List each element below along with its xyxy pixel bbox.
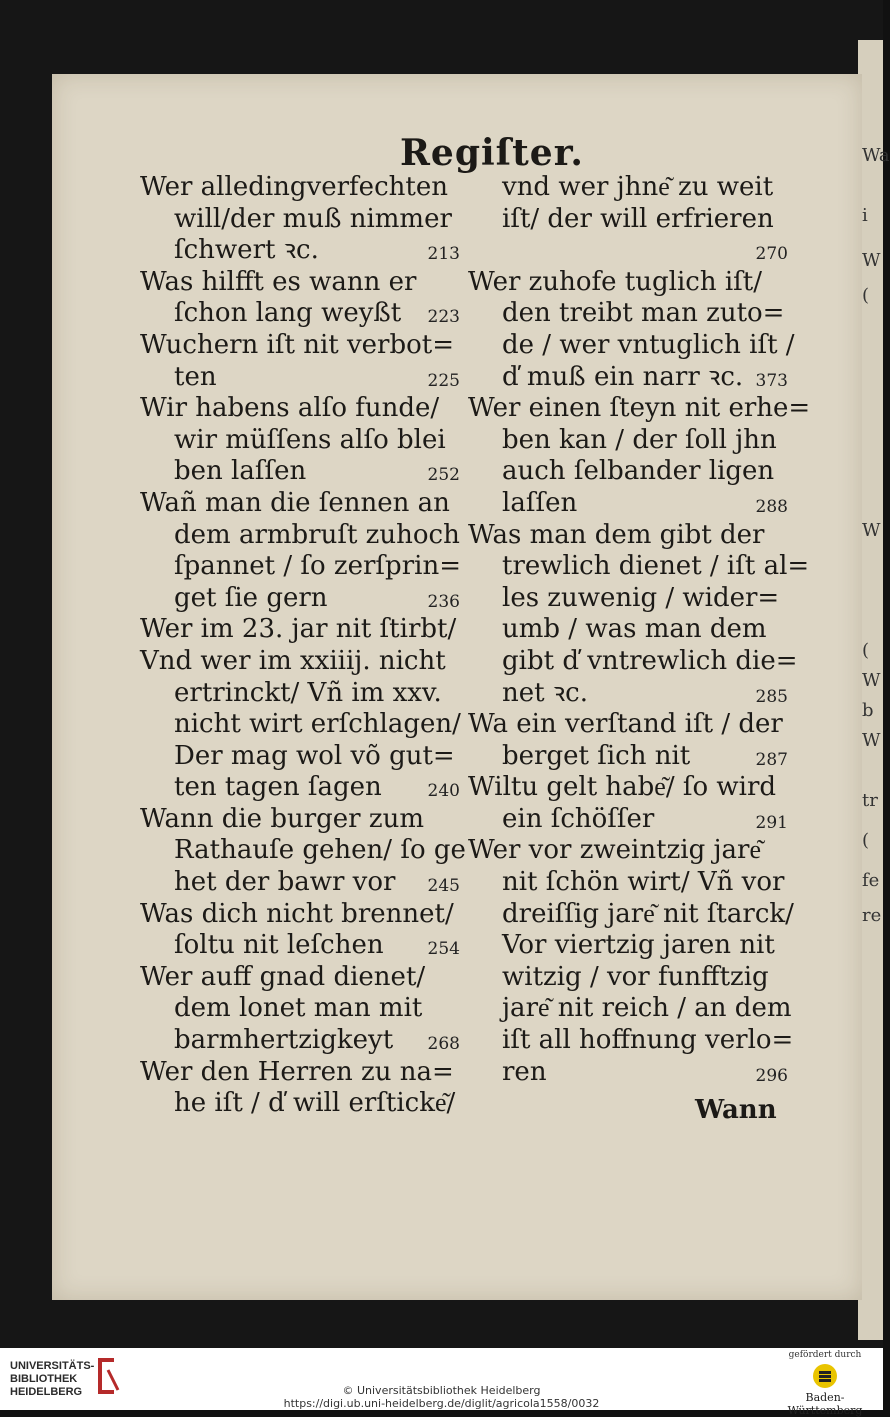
entry-text: Rathauſe gehen/ ſo ge — [174, 835, 466, 866]
register-entry-line — [468, 583, 788, 615]
entry-text: Wer zuhofe tuglich iſt/ — [468, 266, 762, 297]
register-entry-line — [468, 1025, 794, 1057]
entry-text: ď muß ein narr ꝛc. — [502, 361, 744, 392]
register-entry-line — [140, 993, 460, 1025]
facing-page-fragment: W — [862, 520, 881, 541]
register-entry-line — [140, 1057, 460, 1089]
register-entry-line — [468, 772, 788, 804]
permalink-url[interactable]: https://digi.ub.uni-heidelberg.de/diglit/agricola1558/0032 — [283, 1397, 600, 1410]
facing-page-fragment: fe — [862, 870, 880, 891]
register-entry-line — [140, 835, 466, 867]
entry-text: het der bawr vor — [174, 867, 396, 898]
entry-text: Wann die burger zum — [140, 803, 424, 834]
entry-text: Wiltu gelt habe͂/ ſo wird — [468, 772, 777, 803]
page-number: 268 — [427, 1034, 460, 1055]
facing-page-fragment: ( — [862, 640, 870, 661]
register-entry-line — [140, 1088, 460, 1120]
entry-text: auch ſelbander ligen — [502, 456, 775, 487]
entry-text: he iſt / ď will erſticke͂/ — [174, 1088, 456, 1119]
register-entry-line — [468, 488, 788, 520]
entry-text: ſchwert ꝛc. — [174, 235, 319, 266]
entry-text: net ꝛc. — [502, 677, 588, 708]
register-entry-line — [140, 772, 460, 804]
entry-text: Der mag wol võ gut= — [174, 740, 455, 771]
entry-text: wir müſſens alſo blei — [174, 424, 446, 455]
register-entry-line — [140, 583, 460, 615]
catchword: Wann — [695, 1095, 777, 1125]
page-number: 213 — [427, 244, 460, 265]
register-entry-line — [468, 204, 788, 236]
facing-page-fragment: W — [862, 250, 881, 271]
register-entry-line — [468, 362, 788, 394]
entry-text: dem lonet man mit — [174, 993, 423, 1024]
register-entry-line — [468, 993, 792, 1025]
crest-icon — [812, 1363, 838, 1389]
facing-page-fragment: b — [862, 700, 874, 721]
entry-text: ten tagen ſagen — [174, 772, 382, 803]
entry-text: will/der muß nimmer — [174, 203, 452, 234]
library-name-line: UNIVERSITÄTS- — [10, 1360, 95, 1372]
facing-page-fragment: tr — [862, 790, 878, 811]
entry-text: Vor viertzig jaren nit — [502, 930, 775, 961]
facing-page-fragment: Wa — [862, 145, 890, 166]
register-entry-line — [468, 930, 788, 962]
register-entry-line — [140, 204, 460, 236]
page-number: 288 — [755, 496, 788, 517]
register-entry-line — [140, 456, 460, 488]
register-entry-line — [140, 867, 460, 899]
register-entry-line — [468, 645, 798, 678]
entry-text: Wir habens alſo funde/ — [140, 393, 440, 424]
entry-text: dem armbruſt zuhoch — [174, 519, 460, 550]
entry-text: nicht wirt erſchlagen/ — [174, 709, 461, 740]
register-entry-line — [468, 456, 788, 488]
register-entry-line — [140, 741, 460, 773]
register-column-left — [140, 172, 466, 1120]
page-number: 223 — [427, 307, 460, 328]
facing-page-fragment: re — [862, 905, 882, 926]
page-number: 285 — [755, 686, 788, 707]
facing-page-fragment: i — [862, 205, 868, 226]
entry-text: ben kan / der ſoll jhn — [502, 424, 777, 455]
entry-text: ſchon lang weyßt — [174, 298, 402, 329]
entry-text: umb / was man dem — [502, 614, 767, 645]
page-number: 254 — [427, 939, 460, 960]
facing-page-fragment: W — [862, 730, 881, 751]
register-entry-line — [140, 172, 460, 204]
entry-text: Wañ man die ſennen an — [140, 487, 450, 518]
register-entry-line — [140, 551, 460, 583]
register-entry-line — [468, 835, 788, 867]
entry-text: les zuwenig / wider= — [502, 582, 780, 613]
entry-text: iſt/ der will erfrieren — [502, 203, 774, 234]
facing-page-fragment: ( — [862, 285, 870, 306]
entry-text: witzig / vor funfftzig — [502, 961, 769, 992]
entry-text: iſt all hoffnung verlo= — [502, 1025, 794, 1056]
register-entry-line — [140, 330, 460, 362]
entry-text: Wer vor zweintzig jare͂ — [468, 835, 762, 866]
register-entry-line — [140, 899, 460, 931]
page-title: Regiſter. — [400, 132, 584, 174]
entry-text: barmhertzigkeyt — [174, 1025, 394, 1056]
register-column-right — [468, 172, 811, 1088]
page-number: 252 — [427, 465, 460, 486]
register-entry-line — [140, 962, 460, 994]
funder-name: Baden-Württemberg — [787, 1391, 863, 1417]
entry-text: Wer alledingverfechten — [140, 172, 448, 202]
register-entry-line — [468, 867, 788, 899]
entry-text: Wa ein verſtand iſt / der — [468, 709, 783, 740]
entry-text: Was man dem gibt der — [468, 519, 765, 550]
facing-page-fragment: ( — [862, 830, 870, 851]
library-name-line: HEIDELBERG — [10, 1386, 83, 1398]
entry-text: ben laſſen — [174, 456, 307, 487]
entry-text: dreiſſig jare͂ nit ſtarck/ — [502, 898, 794, 929]
entry-text: Wer im 23. jar nit ſtirbt/ — [140, 614, 457, 645]
register-entry-line — [140, 298, 460, 330]
register-entry-line — [468, 551, 810, 583]
page-number: 296 — [755, 1065, 788, 1086]
entry-text: Vnd wer im xxiiij. nicht — [140, 645, 446, 676]
page-number: 236 — [427, 591, 460, 612]
funded-by-label: gefördert durch — [788, 1350, 862, 1360]
register-entry-line — [468, 393, 811, 425]
register-entry-line — [140, 425, 460, 457]
register-entry-line — [468, 520, 788, 552]
register-entry-line — [140, 646, 460, 678]
page-number: 245 — [427, 876, 460, 897]
register-entry-line — [468, 678, 788, 710]
register-entry-line — [140, 267, 460, 299]
page-number: 373 — [755, 370, 788, 391]
funding-notice — [770, 1350, 880, 1417]
entry-text: laſſen — [502, 487, 578, 518]
register-entry-line — [468, 709, 788, 741]
entry-text: jare͂ nit reich / an dem — [502, 993, 792, 1024]
register-entry-line — [140, 1025, 460, 1057]
entry-text: Was hilfft es wann er — [140, 266, 417, 297]
register-entry-line — [140, 520, 460, 552]
entry-text: get ſie gern — [174, 582, 328, 613]
register-entry-line — [468, 425, 788, 457]
register-entry-line — [468, 804, 788, 836]
register-entry-line — [468, 962, 788, 994]
entry-text: gibt ď vntrewlich die= — [502, 645, 798, 676]
entry-text: Wer den Herren zu na= — [140, 1056, 454, 1087]
entry-text: ſpannet / ſo zerſprin= — [174, 551, 461, 582]
register-entry-line — [468, 614, 788, 646]
register-entry-line — [140, 804, 460, 836]
register-entry-line — [468, 298, 788, 330]
entry-text: ein ſchöſſer — [502, 803, 655, 834]
entry-text: nit ſchön wirt/ Vñ vor — [502, 867, 785, 898]
entry-text: Wer auff gnad dienet/ — [140, 961, 426, 992]
register-entry-line — [468, 1057, 788, 1089]
entry-text: de / wer vntuglich iſt / — [502, 329, 795, 360]
register-entry-line — [140, 393, 460, 425]
register-entry-line — [468, 267, 788, 299]
library-name-line: BIBLIOTHEK — [10, 1373, 78, 1385]
register-entry-line — [140, 709, 460, 741]
entry-text: vnd wer jhne͂ zu weit — [502, 172, 774, 202]
register-entry-line — [468, 172, 788, 204]
register-entry-line — [140, 678, 460, 710]
register-entry-line — [140, 362, 460, 394]
register-entry-line — [140, 614, 460, 646]
page-number: 291 — [755, 812, 788, 833]
register-entry-line — [140, 235, 460, 267]
entry-text: Was dich nicht brennet/ — [140, 898, 454, 929]
entry-text: ſoltu nit leſchen — [174, 930, 384, 961]
register-entry-line — [468, 898, 794, 931]
entry-text: ren — [502, 1056, 547, 1087]
entry-text: Wer einen ſteyn nit erhe= — [468, 393, 811, 424]
entry-text: berget ſich nit — [502, 740, 691, 771]
entry-text: trewlich dienet / iſt al= — [502, 551, 810, 582]
facing-page-fragment: W — [862, 670, 881, 691]
register-entry-line — [140, 488, 460, 520]
page-number: 270 — [755, 244, 788, 265]
register-entry-line — [468, 329, 795, 362]
entry-text: ten — [174, 361, 217, 392]
entry-text: den treibt man zuto= — [502, 298, 785, 329]
page-number: 287 — [755, 749, 788, 770]
register-entry-line — [468, 741, 788, 773]
register-entry-line — [468, 235, 788, 267]
page-number: 240 — [427, 781, 460, 802]
entry-text: ertrinckt/ Vñ im xxv. — [174, 677, 442, 708]
entry-text: Wuchern iſt nit verbot= — [140, 329, 455, 360]
page-number: 225 — [427, 370, 460, 391]
register-entry-line — [140, 930, 460, 962]
copyright-notice: © Universitätsbibliothek Heidelberg — [342, 1384, 541, 1397]
